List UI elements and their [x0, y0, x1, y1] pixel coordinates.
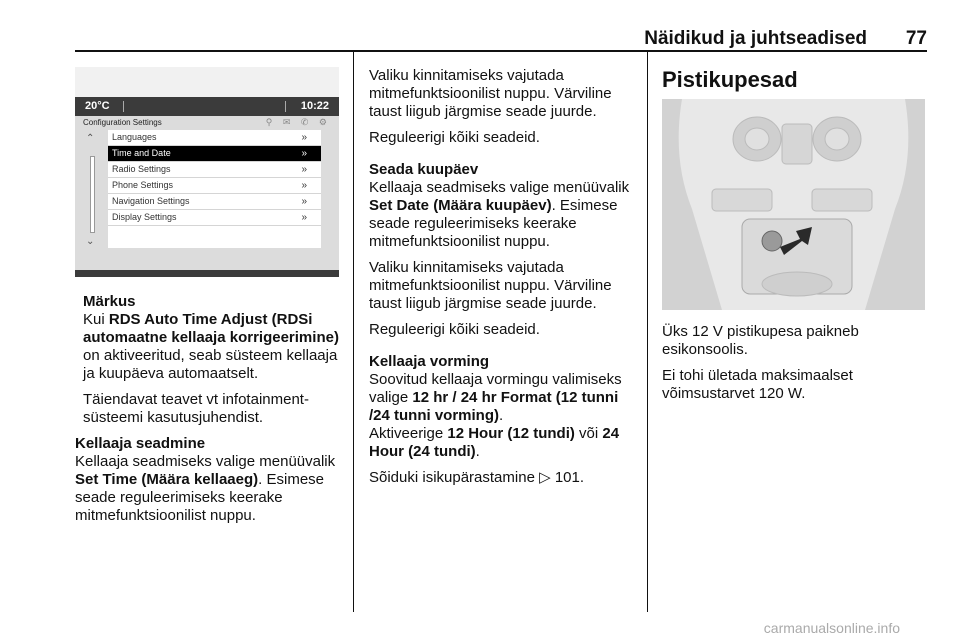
settings-item-label: Time and Date — [112, 148, 171, 158]
note-box — [75, 293, 340, 427]
watermark: carmanualsonline.info — [763, 620, 900, 636]
settings-list-item[interactable] — [108, 130, 321, 146]
header-title: Näidikud ja juhtseadised — [644, 28, 867, 49]
settings-list-item[interactable] — [108, 146, 321, 162]
settings-list-item[interactable] — [108, 162, 321, 178]
column-2 — [369, 67, 637, 495]
settings-item-label: Navigation Settings — [112, 196, 190, 206]
screen-bottom-bar — [75, 270, 339, 277]
chevron-right-icon: » — [301, 164, 307, 175]
personalisation-reference: Sõiduki isikupärastamine ▷ 101. — [369, 469, 585, 486]
settings-item-label: Phone Settings — [112, 180, 174, 190]
heading-time-format: Kellaaja vorming — [369, 353, 490, 370]
status-icons: ⚲ ✉ ✆ ⚙ — [265, 117, 331, 127]
note-title: Märkus — [83, 293, 136, 310]
screen-body — [75, 116, 339, 270]
paragraph: Valiku kinnitamiseks vajutada mitmefunktsioonilist nuppu. Värviline taust liigub järgmise seade juurde. — [369, 67, 612, 120]
paragraph: Reguleerigi kõiki seadeid. — [369, 129, 540, 146]
settings-list — [108, 130, 321, 248]
settings-list-item[interactable] — [108, 210, 321, 226]
page-reference-link[interactable]: 101. — [554, 469, 585, 486]
power-outlet-photo — [662, 99, 925, 310]
column-3 — [662, 67, 927, 93]
settings-item-label: Radio Settings — [112, 164, 171, 174]
paragraph: Ei tohi ületada maksimaalset võimsustarvet 120 W. — [662, 367, 853, 402]
chevron-right-icon: » — [301, 148, 307, 159]
paragraph: Reguleerigi kõiki seadeid. — [369, 321, 540, 338]
paragraph: Valiku kinnitamiseks vajutada mitmefunktsioonilist nuppu. Värviline taust liigub järgmise seade juurde. — [369, 259, 612, 312]
column-divider — [647, 52, 648, 612]
page-header — [75, 28, 927, 50]
settings-item-label: Languages — [112, 132, 157, 142]
note-paragraph-2: Täiendavat teavet vt infotainment-süsteemi kasutusjuhendist. — [83, 391, 309, 426]
set-time-paragraph: Kellaaja seadmiseks valige menüüvalik Set Time (Määra kellaaeg). Esimese seade reguleerimiseks keerake mitmefunktsioonilist nuppu. — [75, 453, 336, 524]
scroll-down-icon[interactable]: ⌄ — [86, 236, 95, 247]
settings-list-item[interactable] — [108, 178, 321, 194]
screen-time: 10:22 — [300, 100, 329, 112]
scroll-up-icon[interactable]: ⌃ — [86, 133, 95, 144]
page-number: 77 — [905, 28, 927, 49]
section-heading: Pistikupesad — [662, 67, 798, 92]
chevron-right-icon: » — [301, 196, 307, 207]
page-reference-icon: ▷ — [539, 469, 551, 486]
screen-temperature: 20°C — [85, 100, 110, 112]
note-paragraph: Kui RDS Auto Time Adjust (RDSi automaatne kellaaja korrigeerimine) on aktiveeritud, seab süsteem kellaaja ja kuupäeva automaatselt. — [83, 311, 339, 382]
column-1 — [75, 293, 340, 533]
screen-heading: Configuration Settings — [83, 118, 162, 127]
center-console-illustration — [662, 99, 925, 310]
chevron-right-icon: » — [301, 180, 307, 191]
infotainment-screen — [75, 97, 339, 309]
set-date-paragraph: Kellaaja seadmiseks valige menüüvalik Set Date (Määra kuupäev). Esimese seade reguleerimiseks keerake mitmefunktsioonilist nuppu. — [369, 179, 630, 250]
settings-item-label: Display Settings — [112, 212, 177, 222]
scrollbar[interactable] — [90, 156, 95, 233]
paragraph: Üks 12 V pistikupesa paikneb esikonsoolis. — [662, 323, 859, 358]
header-rule — [75, 50, 927, 52]
settings-list-item[interactable] — [108, 194, 321, 210]
chevron-right-icon: » — [301, 212, 307, 223]
column-divider — [353, 52, 354, 612]
heading-set-time: Kellaaja seadmine — [75, 435, 206, 452]
heading-set-date: Seada kuupäev — [369, 161, 479, 178]
format-paragraph: Soovitud kellaaja vormingu valimiseks valige 12 hr / 24 hr Format (12 tunni /24 tunni vorming). Aktiveerige 12 Hour (12 tundi) või 24 Hour (24 tundi). — [369, 371, 622, 460]
chevron-right-icon: » — [301, 132, 307, 143]
column-3-text — [662, 323, 927, 411]
screen-figure — [75, 67, 339, 277]
screen-status-bar — [75, 97, 339, 116]
